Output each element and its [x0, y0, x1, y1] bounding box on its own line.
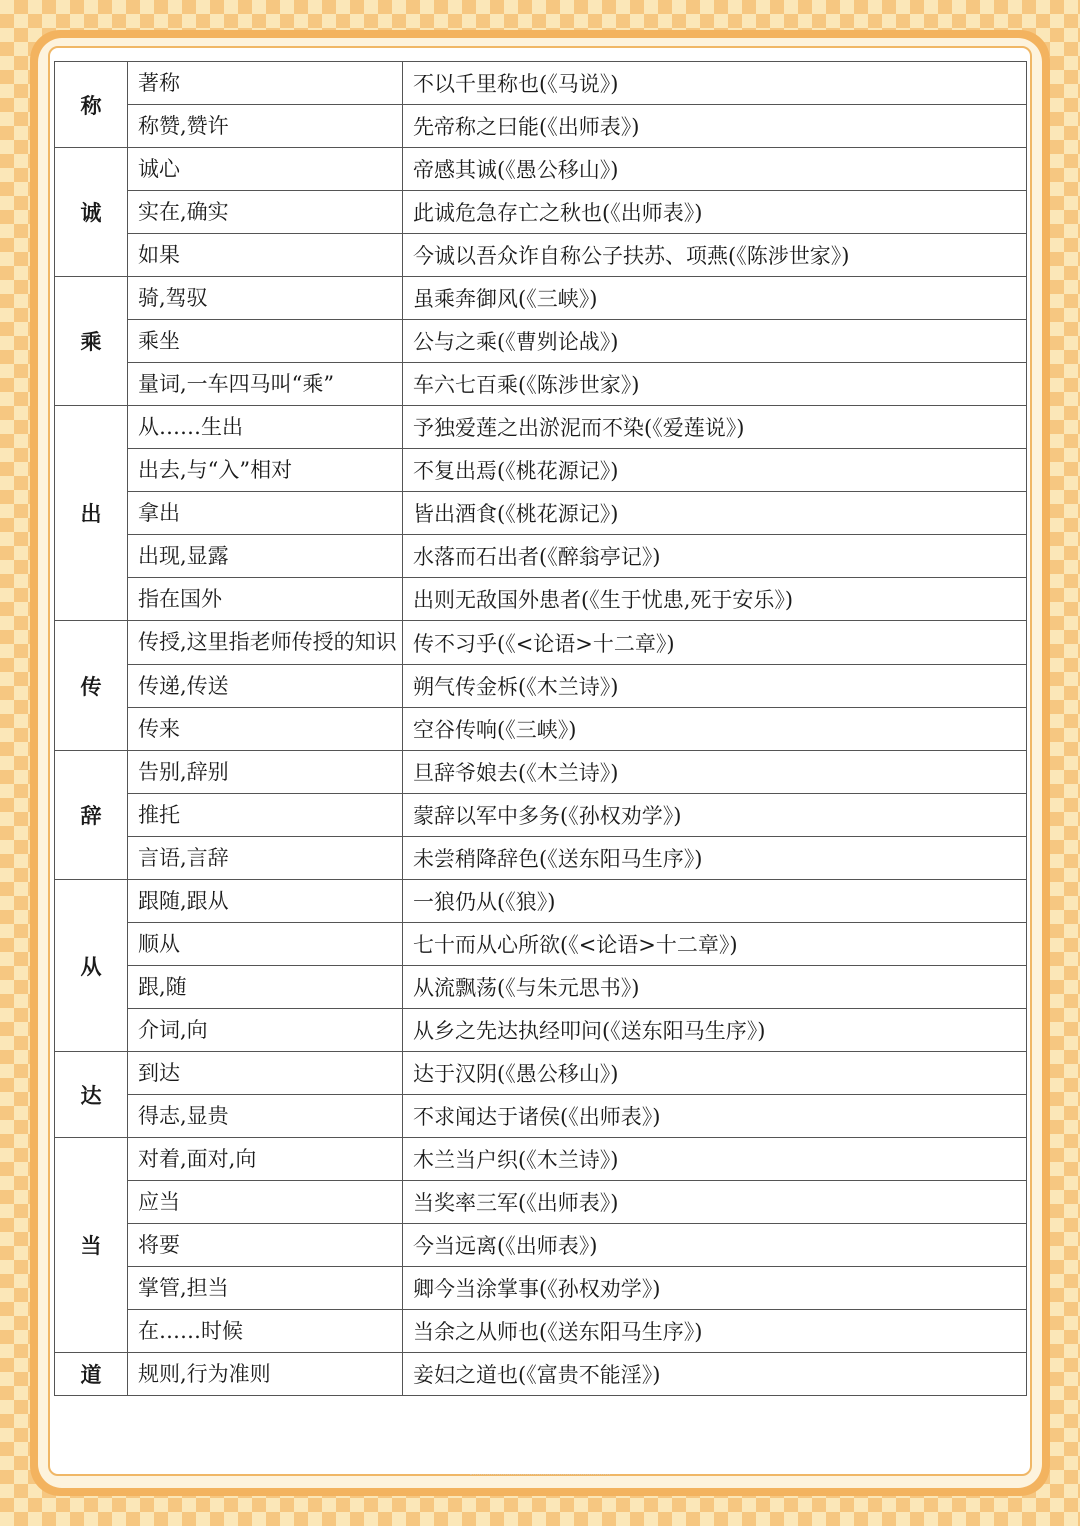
- table-row: [55, 406, 1027, 449]
- example-cell: 木兰当户织(《木兰诗》): [403, 1138, 1027, 1181]
- vocabulary-table: [54, 61, 1027, 1396]
- table-row: [55, 708, 1027, 751]
- example-cell: 虽乘奔御风(《三峡》): [403, 277, 1027, 320]
- table-row: [55, 1138, 1027, 1181]
- character-cell: 辞: [55, 751, 128, 880]
- example-cell: 不以千里称也(《马说》): [403, 62, 1027, 105]
- example-cell: 不复出焉(《桃花源记》): [403, 449, 1027, 492]
- character-cell: 当: [55, 1138, 128, 1353]
- meaning-cell: 顺从: [128, 923, 403, 966]
- table-row: [55, 621, 1027, 665]
- meaning-cell: 得志,显贵: [128, 1095, 403, 1138]
- meaning-cell: 出现,显露: [128, 535, 403, 578]
- example-cell: 先帝称之曰能(《出师表》): [403, 105, 1027, 148]
- example-cell: 一狼仍从(《狼》): [403, 880, 1027, 923]
- meaning-cell: 到达: [128, 1052, 403, 1095]
- table-row: [55, 665, 1027, 708]
- table-row: [55, 751, 1027, 794]
- meaning-cell: 传授,这里指老师传授的知识: [128, 621, 403, 665]
- character-cell: 达: [55, 1052, 128, 1138]
- example-cell: 当余之从师也(《送东阳马生序》): [403, 1310, 1027, 1353]
- meaning-cell: 将要: [128, 1224, 403, 1267]
- meaning-cell: 拿出: [128, 492, 403, 535]
- example-cell: 今当远离(《出师表》): [403, 1224, 1027, 1267]
- table-row: [55, 105, 1027, 148]
- example-cell: 未尝稍降辞色(《送东阳马生序》): [403, 837, 1027, 880]
- table-row: [55, 578, 1027, 621]
- meaning-cell: 如果: [128, 234, 403, 277]
- meaning-cell: 传来: [128, 708, 403, 751]
- meaning-cell: 告别,辞别: [128, 751, 403, 794]
- meaning-cell: 乘坐: [128, 320, 403, 363]
- table-row: [55, 1267, 1027, 1310]
- table-row: [55, 1009, 1027, 1052]
- table-row: [55, 880, 1027, 923]
- meaning-cell: 诚心: [128, 148, 403, 191]
- table-row: [55, 277, 1027, 320]
- table-row: [55, 1095, 1027, 1138]
- table-row: [55, 966, 1027, 1009]
- example-cell: 旦辞爷娘去(《木兰诗》): [403, 751, 1027, 794]
- example-cell: 公与之乘(《曹刿论战》): [403, 320, 1027, 363]
- meaning-cell: 掌管,担当: [128, 1267, 403, 1310]
- meaning-cell: 实在,确实: [128, 191, 403, 234]
- table-row: [55, 794, 1027, 837]
- meaning-cell: 著称: [128, 62, 403, 105]
- example-cell: 朔气传金柝(《木兰诗》): [403, 665, 1027, 708]
- meaning-cell: 传递,传送: [128, 665, 403, 708]
- table-row: [55, 1353, 1027, 1396]
- meaning-cell: 跟随,跟从: [128, 880, 403, 923]
- example-cell: 当奖率三军(《出师表》): [403, 1181, 1027, 1224]
- meaning-cell: 在……时候: [128, 1310, 403, 1353]
- example-cell: 卿今当涂掌事(《孙权劝学》): [403, 1267, 1027, 1310]
- table-row: [55, 191, 1027, 234]
- meaning-cell: 对着,面对,向: [128, 1138, 403, 1181]
- meaning-cell: 称赞,赞许: [128, 105, 403, 148]
- character-cell: 从: [55, 880, 128, 1052]
- table-row: [55, 363, 1027, 406]
- example-cell: 今诚以吾众诈自称公子扶苏、项燕(《陈涉世家》): [403, 234, 1027, 277]
- meaning-cell: 应当: [128, 1181, 403, 1224]
- table-row: [55, 320, 1027, 363]
- table-row: [55, 62, 1027, 105]
- example-cell: 从流飘荡(《与朱元思书》): [403, 966, 1027, 1009]
- table-row: [55, 535, 1027, 578]
- example-cell: 不求闻达于诸侯(《出师表》): [403, 1095, 1027, 1138]
- table-row: [55, 148, 1027, 191]
- example-cell: 帝感其诚(《愚公移山》): [403, 148, 1027, 191]
- table-row: [55, 1310, 1027, 1353]
- table-row: [55, 449, 1027, 492]
- character-cell: 道: [55, 1353, 128, 1396]
- example-cell: 车六七百乘(《陈涉世家》): [403, 363, 1027, 406]
- example-cell: 从乡之先达执经叩问(《送东阳马生序》): [403, 1009, 1027, 1052]
- meaning-cell: 规则,行为准则: [128, 1353, 403, 1396]
- example-cell: 达于汉阴(《愚公移山》): [403, 1052, 1027, 1095]
- table-row: [55, 234, 1027, 277]
- table-row: [55, 1181, 1027, 1224]
- example-cell: 传不习乎(《<论语>十二章》): [403, 621, 1027, 665]
- example-cell: 七十而从心所欲(《<论语>十二章》): [403, 923, 1027, 966]
- table-row: [55, 492, 1027, 535]
- table-row: [55, 923, 1027, 966]
- character-cell: 乘: [55, 277, 128, 406]
- character-cell: 传: [55, 621, 128, 751]
- example-cell: 予独爱莲之出淤泥而不染(《爱莲说》): [403, 406, 1027, 449]
- meaning-cell: 骑,驾驭: [128, 277, 403, 320]
- meaning-cell: 言语,言辞: [128, 837, 403, 880]
- character-cell: 诚: [55, 148, 128, 277]
- example-cell: 出则无敌国外患者(《生于忧患,死于安乐》): [403, 578, 1027, 621]
- meaning-cell: 指在国外: [128, 578, 403, 621]
- meaning-cell: 跟,随: [128, 966, 403, 1009]
- table-row: [55, 837, 1027, 880]
- footer-divider: [470, 1468, 610, 1475]
- example-cell: 皆出酒食(《桃花源记》): [403, 492, 1027, 535]
- example-cell: 妾妇之道也(《富贵不能淫》): [403, 1353, 1027, 1396]
- example-cell: 空谷传响(《三峡》): [403, 708, 1027, 751]
- character-cell: 出: [55, 406, 128, 621]
- character-cell: 称: [55, 62, 128, 148]
- meaning-cell: 介词,向: [128, 1009, 403, 1052]
- example-cell: 此诚危急存亡之秋也(《出师表》): [403, 191, 1027, 234]
- meaning-cell: 量词,一车四马叫“乘”: [128, 363, 403, 406]
- meaning-cell: 从……生出: [128, 406, 403, 449]
- example-cell: 水落而石出者(《醉翁亭记》): [403, 535, 1027, 578]
- table-row: [55, 1052, 1027, 1095]
- table-row: [55, 1224, 1027, 1267]
- example-cell: 蒙辞以军中多务(《孙权劝学》): [403, 794, 1027, 837]
- meaning-cell: 出去,与“入”相对: [128, 449, 403, 492]
- meaning-cell: 推托: [128, 794, 403, 837]
